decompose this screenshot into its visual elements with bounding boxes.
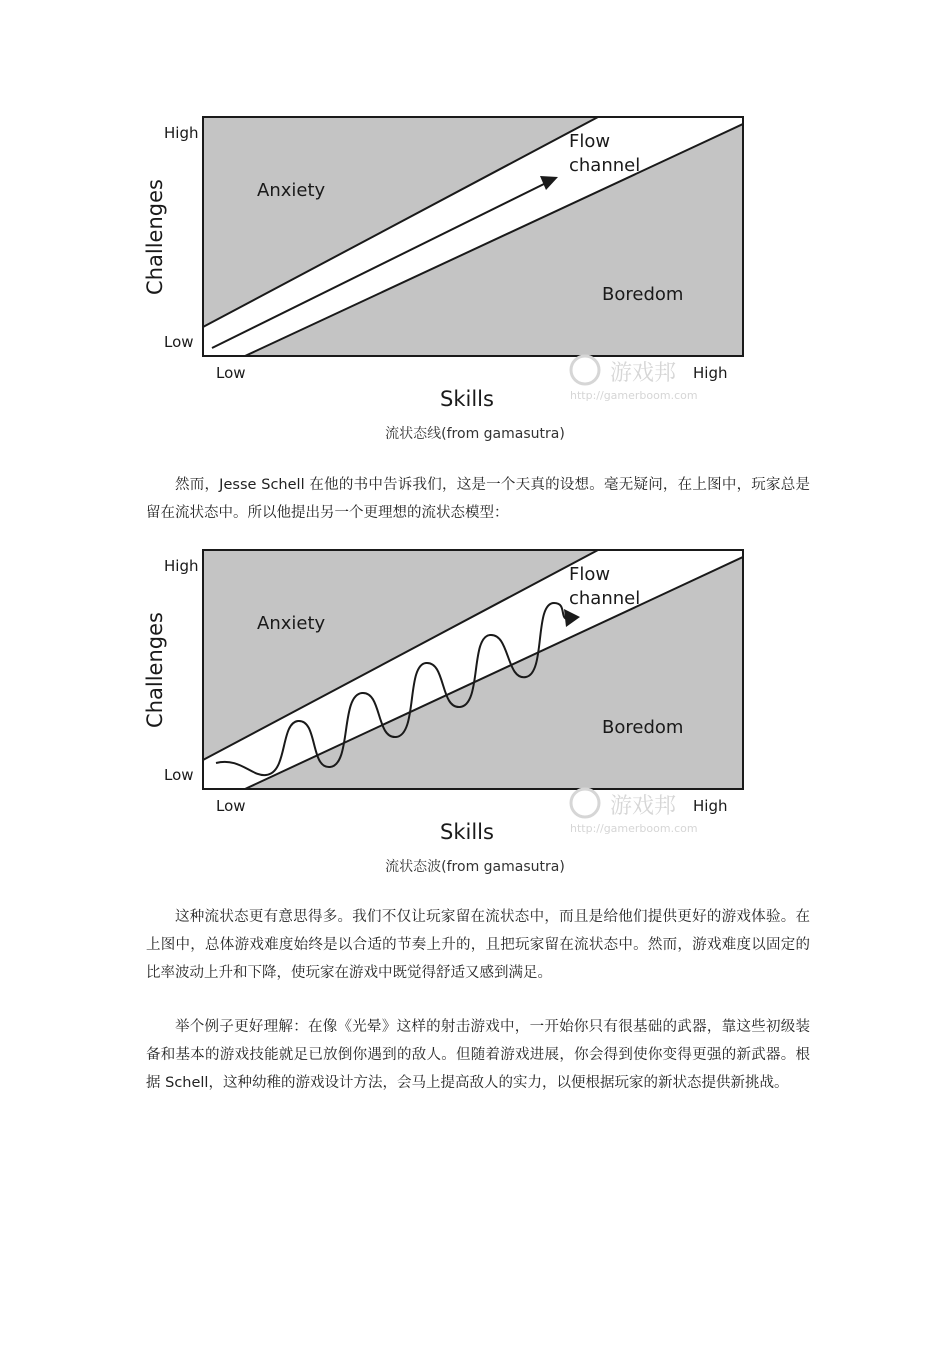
y-high-label: High bbox=[164, 557, 199, 575]
flow-channel-label-line2: channel bbox=[569, 155, 641, 176]
watermark bbox=[570, 356, 698, 402]
y-axis-label: Challenges bbox=[143, 179, 167, 295]
boredom-label: Boredom bbox=[602, 284, 684, 305]
y-low-label: Low bbox=[164, 333, 194, 351]
watermark bbox=[570, 789, 698, 835]
x-axis-label: Skills bbox=[440, 387, 494, 411]
svg-text:游戏邦: 游戏邦 bbox=[610, 794, 677, 819]
flow-channel-label-line1: Flow bbox=[569, 564, 611, 585]
y-low-label: Low bbox=[164, 766, 194, 784]
figure-caption: 流状态波(from gamasutra) bbox=[385, 859, 565, 875]
flow-line-diagram bbox=[140, 112, 750, 414]
svg-text:http://gamerboom.com: http://gamerboom.com bbox=[570, 822, 698, 835]
anxiety-label: Anxiety bbox=[257, 180, 326, 201]
svg-text:http://gamerboom.com: http://gamerboom.com bbox=[570, 389, 698, 402]
flow-channel-label-line2: channel bbox=[569, 588, 641, 609]
x-low-label: Low bbox=[216, 797, 246, 815]
x-low-label: Low bbox=[216, 364, 246, 382]
paragraph: 举个例子更好理解：在像《光晕》这样的射击游戏中，一开始你只有很基础的武器，靠这些初级装备和基本的游戏技能就足已放倒你遇到的敌人。但随着游戏进展，你会得到使你变得更强的新武器。根据 Schell，这种幼稚的游戏设计方法，会马上提高敌人的实力，以便根据玩家的新状态提供新挑战。 bbox=[146, 1019, 810, 1091]
x-axis-label: Skills bbox=[440, 820, 494, 844]
figure-caption: 流状态线(from gamasutra) bbox=[385, 426, 565, 442]
anxiety-label: Anxiety bbox=[257, 613, 326, 634]
y-axis-label: Challenges bbox=[143, 612, 167, 728]
flow-channel-label-line1: Flow bbox=[569, 131, 611, 152]
y-high-label: High bbox=[164, 124, 199, 142]
x-high-label: High bbox=[693, 797, 728, 815]
paragraph: 然而，Jesse Schell 在他的书中告诉我们，这是一个天真的设想。毫无疑问，在上图中，玩家总是留在流状态中。所以他提出另一个更理想的流状态模型： bbox=[146, 477, 810, 521]
paragraph: 这种流状态更有意思得多。我们不仅让玩家留在流状态中，而且是给他们提供更好的游戏体验。在上图中，总体游戏难度始终是以合适的节奏上升的，且把玩家留在流状态中。然而，游戏难度以固定的比率波动上升和下降，使玩家在游戏中既觉得舒适又感到满足。 bbox=[146, 909, 810, 981]
boredom-label: Boredom bbox=[602, 717, 684, 738]
x-high-label: High bbox=[693, 364, 728, 382]
flow-wave-diagram bbox=[140, 545, 750, 847]
svg-text:游戏邦: 游戏邦 bbox=[610, 361, 677, 386]
